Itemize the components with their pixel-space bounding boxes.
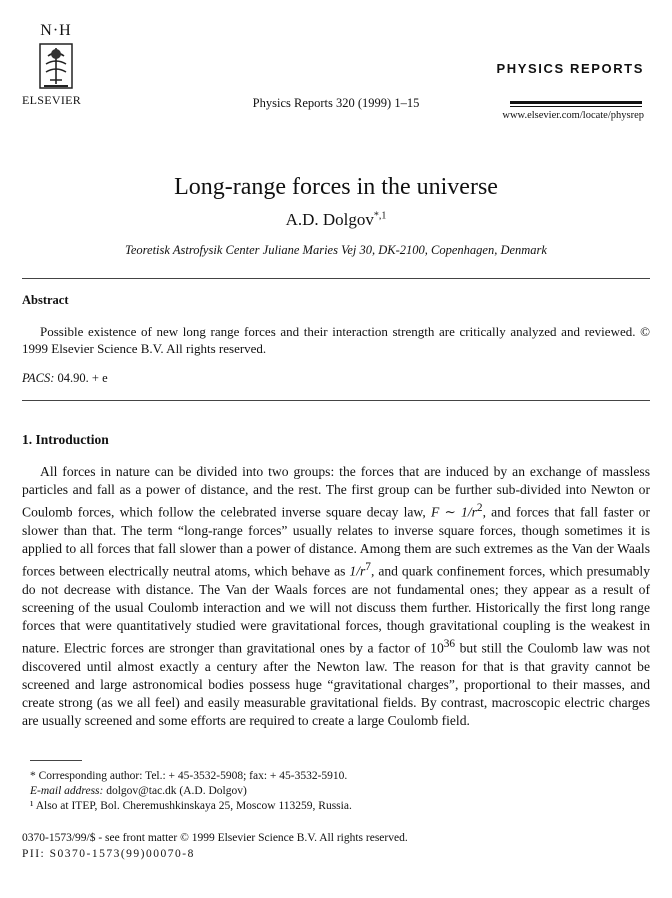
journal-name: PHYSICS REPORTS [496,61,644,76]
pii-identifier: PII: S0370-1573(99)00070-8 [22,848,195,860]
footnote-email [30,784,247,799]
journal-url[interactable]: www.elsevier.com/locate/physrep [502,110,644,121]
author-name: A.D. Dolgov [285,210,374,229]
pacs-label: PACS: [22,371,55,385]
pacs-value: 04.90. + e [57,371,108,385]
body-text: , and quark confinement forces, which presumably do not decrease with distance. The Van der Waals forces are not fundamental ones; they appear as a result of screening of the usual Coulomb interaction and we will not discuss them further. Historically the first long range forces that were quantitatively studied were gravitational forces, though gravitational coupling is the weakest in nature. Electric forces are stronger than gravitational ones by a factor of [22,563,650,656]
formula: 10 [430,640,444,656]
header-rule [510,101,642,104]
formula-exponent: 2 [476,502,483,515]
abstract-heading: Abstract [22,293,69,307]
formula: F ∼ 1/r [430,504,477,520]
body-text: All forces in nature can be divided into two groups: the forces that are induced by an exchange of massless particles and fall as a power of distance, and the rest. The first group can be further sub-divided into Newton or Coulomb forces, which follow the celebrated inverse square decay law, [22,464,650,520]
north-holland-mark: N·H [40,22,72,39]
author-footnote-marks: *,1 [373,210,387,222]
divider [22,400,650,401]
abstract-text: Possible existence of new long range forces and their interaction strength are critically analyzed and reviewed. © 1999 Elsevier Science B.V. All rights reserved. [22,324,650,356]
introduction-paragraph [22,463,650,730]
formula-exponent: 7 [365,561,371,573]
journal-citation: Physics Reports 320 (1999) 1–15 [252,96,420,110]
footnote-rule [30,760,82,761]
formula-exponent: 36 [443,637,456,650]
author-line [0,210,672,230]
affiliation: Teoretisk Astrofysik Center Juliane Maries Vej 30, DK-2100, Copenhagen, Denmark [125,243,547,257]
section-heading: 1. Introduction [22,432,109,447]
body-text: but still the Coulomb law was not discovered until almost exactly a century after the Newton law. The reason for that is that gravity cannot be screened and large astronomical bodies possess huge “gravitational charges”, proportional to their masses, and create strong (as we all feel) and easily measurable gravitational fields. By contrast, macroscopic electric charges are usually screened and some efforts are required to create a large Coulomb field. [22,640,650,728]
footnote-affiliation: ¹ Also at ITEP, Bol. Cheremushkinskaya 25, Moscow 113259, Russia. [30,800,352,812]
formula: 1/r [349,563,366,579]
pacs-line [22,371,108,386]
email-label: E-mail address: [30,785,104,797]
front-matter: 0370-1573/99/$ - see front matter © 1999 Elsevier Science B.V. All rights reserved. [22,832,408,844]
publisher-name: ELSEVIER [22,93,82,107]
header-rule-thin [510,106,642,107]
email-value[interactable]: dolgov@tac.dk (A.D. Dolgov) [106,785,247,797]
body-text: , and forces that fall faster or slower than that. The term “long-range forces” usually relates to inverse square forces, though sometimes it is applied to all forces that fall slower than a power of distance. Among them are such extremes as the Van der Waals forces between electrically neutral atoms, which behave as [22,504,651,579]
divider [22,278,650,279]
footnote-corresponding: * Corresponding author: Tel.: + 45-3532-5908; fax: + 45-3532-5910. [30,770,348,782]
article-title: Long-range forces in the universe [174,174,498,200]
